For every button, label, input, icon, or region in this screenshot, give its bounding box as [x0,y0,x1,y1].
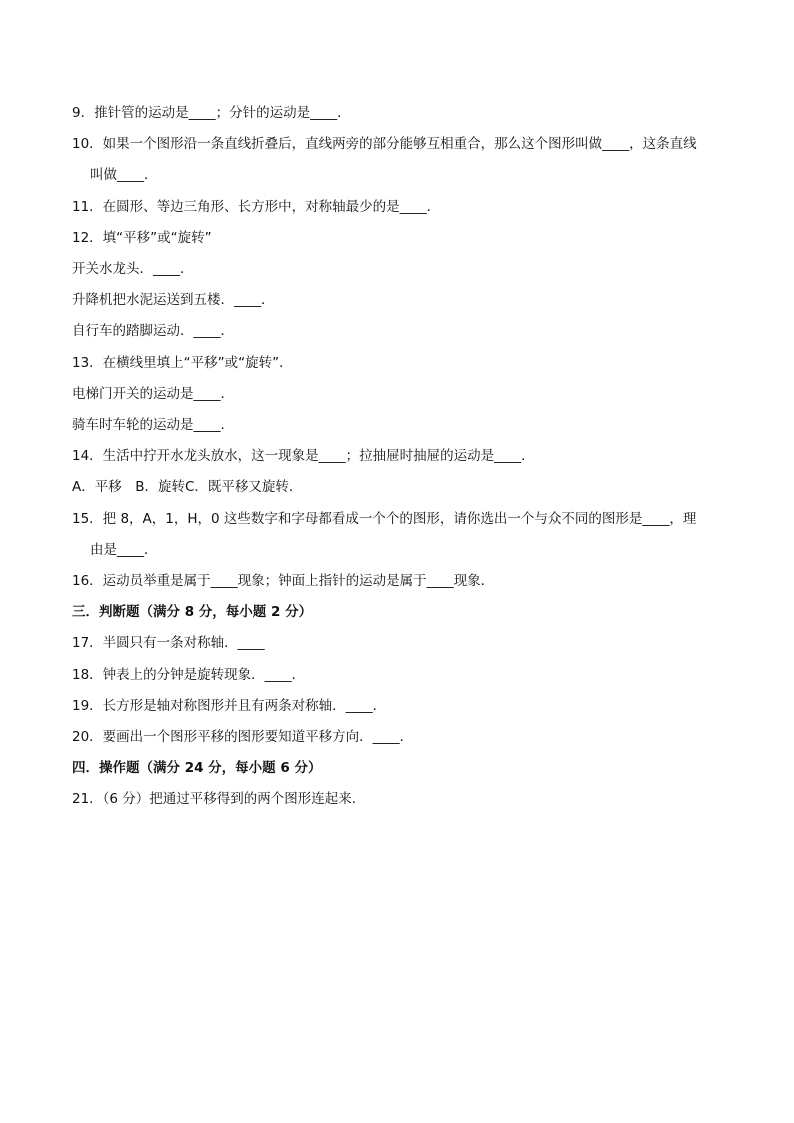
question-18-text: 18．钟表上的分钟是旋转现象．____． [72,667,306,683]
question-14-options: A．平移 B．旋转C．既平移又旋转． [72,479,303,495]
question-16-text: 16．运动员举重是属于____现象；钟面上指针的运动是属于____现象． [72,573,495,589]
section-4-heading: 四．操作题（满分 24 分，每小题 6 分） [72,760,322,776]
question-17-text: 17．半圆只有一条对称轴．____ [72,635,265,651]
question-15-text-line-1: 15．把 8，A，1，H，0 这些数字和字母都看成一个个的图形，请你选出一个与众不同的图形是____，理 [72,511,697,527]
question-9-text: 9．推针管的运动是____；分针的运动是____． [72,105,351,121]
question-12-text: 12．填“平移”或“旋转” [72,230,212,246]
question-19-text: 19．长方形是轴对称图形并且有两条对称轴．____． [72,698,387,714]
question-13-text: 13．在横线里填上“平移”或“旋转”． [72,355,293,371]
question-14-text: 14．生活中拧开水龙头放水，这一现象是____；拉抽屉时抽屉的运动是____． [72,448,535,464]
question-13-item-1: 电梯门开关的运动是____． [72,386,234,402]
section-3-heading: 三．判断题（满分 8 分，每小题 2 分） [72,604,313,620]
question-12-item-1: 开关水龙头．____． [72,261,194,277]
question-11-text: 11．在圆形、等边三角形、长方形中，对称轴最少的是____． [72,199,441,215]
question-10-text-line-1: 10．如果一个图形沿一条直线折叠后，直线两旁的部分能够互相重合，那么这个图形叫做____，这条直线 [72,136,697,152]
question-15-text-line-2: 由是____． [90,542,158,558]
question-12-item-3: 自行车的踏脚运动．____． [72,323,234,339]
question-20-text: 20．要画出一个图形平移的图形要知道平移方向．____． [72,729,414,745]
question-21-text: 21．（6 分）把通过平移得到的两个图形连起来． [72,791,366,807]
question-12-item-2: 升降机把水泥运送到五楼．____． [72,292,275,308]
question-10-text-line-2: 叫做____． [90,167,158,183]
question-13-item-2: 骑车时车轮的运动是____． [72,417,234,433]
